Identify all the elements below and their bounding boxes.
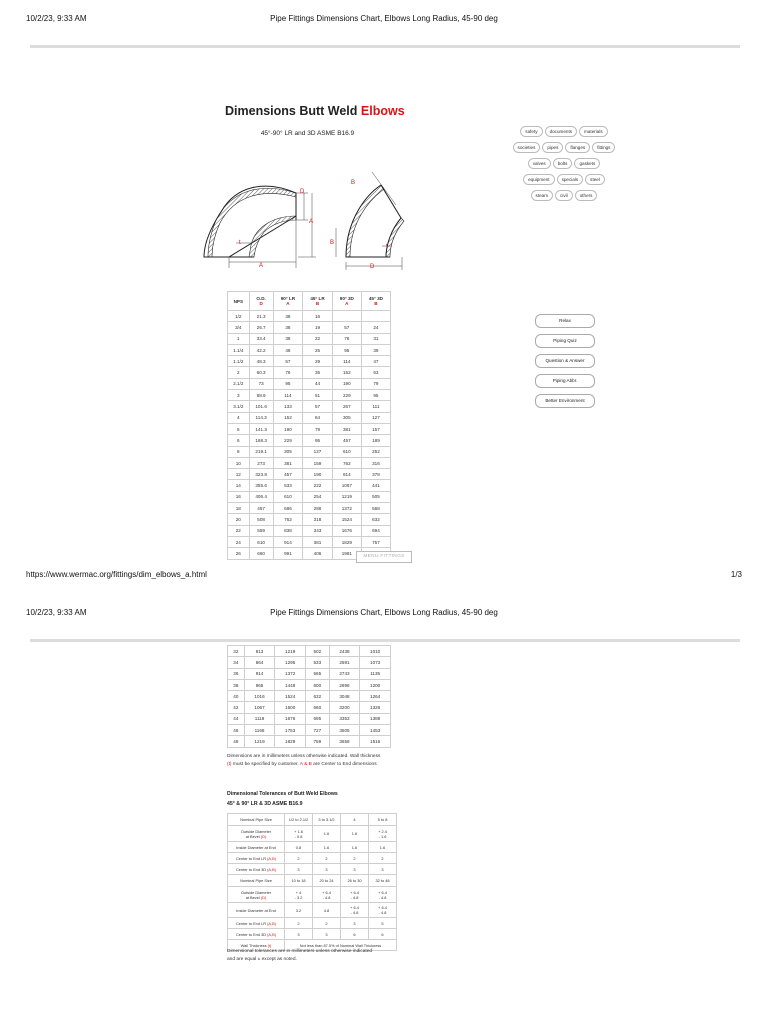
table-cell: 505 <box>361 491 390 502</box>
tag-materials[interactable]: materials <box>579 126 608 137</box>
table-row <box>228 691 391 702</box>
table-cell: 1168 <box>244 725 275 736</box>
table-cell: 33.4 <box>249 333 273 344</box>
table-cell: 133 <box>273 401 303 412</box>
table-cell: 1524 <box>332 514 361 525</box>
table-cell: 864 <box>244 657 275 668</box>
table-cell: 2438 <box>329 646 360 657</box>
table-row: Nominal Pipe Size 1/2 to 2.1/2 3 to 3.1/2 4 5 to 8 <box>228 814 397 826</box>
table-cell: 355.6 <box>249 480 273 491</box>
table-cell: 1389 <box>360 713 391 724</box>
table-cell: 229 <box>273 435 303 446</box>
label-b-side: B <box>330 240 335 246</box>
table-cell: 600 <box>305 679 329 690</box>
table-row: Wall Thickness (t) Not less than 87.5% of Nominal Wall Thickness <box>228 940 397 951</box>
table-cell: 762 <box>273 514 303 525</box>
print-title: Pipe Fittings Dimensions Chart, Elbows Long Radius, 45-90 deg <box>270 608 498 617</box>
table-cell: 686 <box>273 503 303 514</box>
table-cell: 318 <box>303 514 333 525</box>
table-cell: 1118 <box>244 713 275 724</box>
table-row <box>228 725 391 736</box>
table-cell: 381 <box>332 423 361 434</box>
table-cell: 38 <box>273 311 303 322</box>
table-cell: 378 <box>361 469 390 480</box>
table-row: Center to End LR (A,B) 2 2 2 2 <box>228 853 397 864</box>
table-cell: 3505 <box>329 725 360 736</box>
table-cell: 660 <box>249 548 273 559</box>
table-cell: 79 <box>303 423 333 434</box>
table-cell: 559 <box>249 525 273 536</box>
table-cell: 1372 <box>332 503 361 514</box>
print-url: https://www.wermac.org/fittings/dim_elbows_a.html <box>26 570 207 579</box>
tolerances-table <box>227 813 397 951</box>
table-cell: 190 <box>303 469 333 480</box>
table-row <box>228 503 391 514</box>
table-cell: 48 <box>228 736 245 747</box>
table-cell: 42.2 <box>249 344 273 355</box>
table-cell: 57 <box>332 322 361 333</box>
tag-flanges[interactable]: flanges <box>565 142 590 153</box>
table-cell: 152 <box>273 412 303 423</box>
table-cell: 1219 <box>244 736 275 747</box>
table-cell: 286 <box>303 503 333 514</box>
print-datetime: 10/2/23, 9:33 AM <box>26 608 87 617</box>
table-row <box>228 435 391 446</box>
elbow-45-drawing <box>330 172 404 270</box>
dimensions-table-continued <box>227 645 391 748</box>
table-cell: 502 <box>305 646 329 657</box>
table-cell: 2743 <box>329 668 360 679</box>
table-cell: 190 <box>273 423 303 434</box>
tolerances-title: Dimensional Tolerances of Butt Weld Elbows 45° & 90° LR & 3D ASME B16.9 <box>227 791 338 807</box>
table-cell: 1295 <box>275 657 306 668</box>
table-cell: 406 <box>303 548 333 559</box>
label-d-left: D <box>300 189 305 195</box>
table-cell: 838 <box>273 525 303 536</box>
table-cell: 48.3 <box>249 356 273 367</box>
table-cell: 219.1 <box>249 446 273 457</box>
table-cell: 35 <box>303 367 333 378</box>
table-cell: 14 <box>228 480 250 491</box>
table-cell: 114 <box>273 390 303 401</box>
table-cell: 24 <box>361 322 390 333</box>
table-cell: 1264 <box>360 691 391 702</box>
table-cell: 22 <box>228 525 250 536</box>
table-cell: 36 <box>228 668 245 679</box>
dimensions-table <box>227 291 391 560</box>
table-cell: 3 <box>228 390 250 401</box>
table-row <box>228 514 391 525</box>
table-cell: 95 <box>303 435 333 446</box>
table-cell: 914 <box>332 469 361 480</box>
table-cell: 2 <box>228 367 250 378</box>
table-cell: 114.3 <box>249 412 273 423</box>
table-cell: 316 <box>361 457 390 468</box>
table-cell: 157 <box>361 423 390 434</box>
better-environment-button[interactable]: Better Environment <box>535 394 595 408</box>
table-cell: 757 <box>361 536 390 547</box>
table-cell: 568 <box>361 503 390 514</box>
table-row <box>228 390 391 401</box>
table-cell: 39 <box>361 344 390 355</box>
table-row <box>228 646 391 657</box>
table-cell: 2591 <box>329 657 360 668</box>
table-cell <box>332 311 361 322</box>
label-d-bottom: D <box>370 264 375 270</box>
table-cell: 762 <box>332 457 361 468</box>
table-row <box>228 412 391 423</box>
tag-documents[interactable]: documents <box>545 126 577 137</box>
table-cell: 1073 <box>360 657 391 668</box>
tag-societies[interactable]: societies <box>513 142 541 153</box>
table-cell: 1016 <box>244 691 275 702</box>
table-cell: 533 <box>273 480 303 491</box>
table-cell: 457 <box>273 469 303 480</box>
table-cell: 42 <box>228 702 245 713</box>
table-cell: 76 <box>332 333 361 344</box>
table-cell: 26.7 <box>249 322 273 333</box>
table-cell: 508 <box>249 514 273 525</box>
side-button-list <box>535 314 595 414</box>
table-row <box>228 657 391 668</box>
table-row <box>228 423 391 434</box>
divider <box>30 639 740 642</box>
table-cell: 3/4 <box>228 322 250 333</box>
label-a-left: A <box>309 219 314 225</box>
tag-gaskets[interactable]: gaskets <box>574 158 600 169</box>
table-cell: 95 <box>273 378 303 389</box>
table-cell: 51 <box>303 390 333 401</box>
table-row <box>228 480 391 491</box>
table-cell: 6 <box>228 435 250 446</box>
table-cell: 1.1/2 <box>228 356 250 367</box>
relax-button[interactable]: Relax <box>535 314 595 328</box>
table-cell: 57 <box>273 356 303 367</box>
print-datetime: 10/2/23, 9:33 AM <box>26 14 87 23</box>
table-cell: 1676 <box>332 525 361 536</box>
table-cell: 1135 <box>360 668 391 679</box>
table-cell: 1067 <box>332 480 361 491</box>
table-cell: 88.9 <box>249 390 273 401</box>
table-cell: 47 <box>361 356 390 367</box>
header-90lr: 90° LR A <box>273 292 303 311</box>
table-row <box>228 401 391 412</box>
table-cell: 610 <box>273 491 303 502</box>
table-cell: 159 <box>303 457 333 468</box>
table-cell: 610 <box>249 536 273 547</box>
elbow-90-drawing <box>204 186 316 269</box>
header-nps: NPS <box>228 292 250 311</box>
table-cell: 965 <box>244 679 275 690</box>
table-cell: 1219 <box>275 646 306 657</box>
table-cell: 34 <box>228 657 245 668</box>
tag-steel[interactable]: steel <box>585 174 605 185</box>
table-row <box>228 469 391 480</box>
table-cell: 32 <box>228 646 245 657</box>
table-cell: 4 <box>228 412 250 423</box>
table-cell: 1326 <box>360 702 391 713</box>
table-cell: 3048 <box>329 691 360 702</box>
table-cell: 2.1/2 <box>228 378 250 389</box>
table-cell: 64 <box>303 412 333 423</box>
table-cell: 95 <box>361 390 390 401</box>
table-cell: 38 <box>273 333 303 344</box>
table-cell: 1829 <box>332 536 361 547</box>
table-row: Outside Diameter at Bevel (D) + 1.6 - 0.8 1.6 1.6 + 2.4 - 1.6 <box>228 826 397 842</box>
table-cell: 1/2 <box>228 311 250 322</box>
table-row <box>228 356 391 367</box>
header-od: O.D. D <box>249 292 273 311</box>
table-cell: 10 <box>228 457 250 468</box>
label-t-right: t <box>386 244 388 250</box>
divider <box>30 45 740 48</box>
table-cell: 305 <box>332 412 361 423</box>
table-cell: 441 <box>361 480 390 491</box>
table-cell: 565 <box>305 668 329 679</box>
page-number: 1/3 <box>730 570 742 579</box>
tag-pipes[interactable]: pipes <box>542 142 563 153</box>
table-row <box>228 446 391 457</box>
table-cell: 610 <box>332 446 361 457</box>
dimensions-note: Dimensions are in millimeters unless otherwise indicated. Wall thickness (t) must be specified by customer. A & B are Center to End dimensions <box>227 754 381 767</box>
table-cell: 533 <box>305 657 329 668</box>
table-cell: 79 <box>361 378 390 389</box>
table-cell: 1372 <box>275 668 306 679</box>
table-cell: 16 <box>303 311 333 322</box>
table-cell: 3200 <box>329 702 360 713</box>
table-cell: 1516 <box>360 736 391 747</box>
table-cell: 101.6 <box>249 401 273 412</box>
table-cell: 1.1/4 <box>228 344 250 355</box>
table-cell: 1200 <box>360 679 391 690</box>
table-row <box>228 457 391 468</box>
label-b-top: B <box>351 180 356 186</box>
table-cell: 12 <box>228 469 250 480</box>
header-45lr: 45° LR B <box>303 292 333 311</box>
table-cell: 44 <box>228 713 245 724</box>
table-row: Center to End 3D (A,B) 3 3 6 6 <box>228 929 397 940</box>
table-cell: 60.3 <box>249 367 273 378</box>
table-row <box>228 713 391 724</box>
table-cell: 252 <box>361 446 390 457</box>
table-cell: 1067 <box>244 702 275 713</box>
table-cell: 3658 <box>329 736 360 747</box>
piping-quiz-button[interactable]: Piping Quiz <box>535 334 595 348</box>
table-row <box>228 736 391 747</box>
table-cell: 63 <box>361 367 390 378</box>
table-cell: 40 <box>228 691 245 702</box>
question-answer-button[interactable]: Question & Answer <box>535 354 595 368</box>
table-cell: 2896 <box>329 679 360 690</box>
table-cell: 632 <box>361 514 390 525</box>
table-row: Inside Diameter at End 0.8 1.6 1.6 1.6 <box>228 842 397 853</box>
table-row: Nominal Pipe Size 10 to 18 20 to 24 26 to 30 32 to 48 <box>228 875 397 887</box>
tag-civil[interactable]: civil <box>555 190 573 201</box>
table-cell: 759 <box>305 736 329 747</box>
table-cell: 3.1/2 <box>228 401 250 412</box>
table-cell: 1981 <box>332 548 361 559</box>
header-903d: 90° 3D A <box>332 292 361 311</box>
table-cell: 21.3 <box>249 311 273 322</box>
table-cell: 44 <box>303 378 333 389</box>
table-cell: 76 <box>273 367 303 378</box>
table-cell: 381 <box>273 457 303 468</box>
table-cell: 190 <box>332 378 361 389</box>
table-cell: 727 <box>305 725 329 736</box>
table-cell: 29 <box>303 356 333 367</box>
table-cell: 141.3 <box>249 423 273 434</box>
table-cell: 1448 <box>275 679 306 690</box>
table-cell: 168.3 <box>249 435 273 446</box>
table-cell: 1 <box>228 333 250 344</box>
table-row <box>228 344 391 355</box>
table-row: Center to End 3D (A,B) 3 3 3 3 <box>228 864 397 875</box>
table-cell: 273 <box>249 457 273 468</box>
table-cell: 1753 <box>275 725 306 736</box>
table-cell: 3353 <box>329 713 360 724</box>
table-cell: 632 <box>305 691 329 702</box>
table-cell: 95 <box>332 344 361 355</box>
table-cell: 73 <box>249 378 273 389</box>
table-cell: 111 <box>361 401 390 412</box>
piping-abbr-button[interactable]: Piping Abbr. <box>535 374 595 388</box>
tag-bolts[interactable]: bolts <box>553 158 573 169</box>
category-tag-cloud <box>510 120 618 200</box>
table-cell: 16 <box>228 491 250 502</box>
table-cell: 18 <box>228 503 250 514</box>
table-cell: 381 <box>303 536 333 547</box>
table-row <box>228 491 391 502</box>
tag-fittings[interactable]: fittings <box>592 142 615 153</box>
table-cell: 660 <box>305 702 329 713</box>
table-cell: 8 <box>228 446 250 457</box>
table-header-row <box>228 292 391 311</box>
table-cell: 343 <box>303 525 333 536</box>
tolerances-note: Dimensional tolerances are in millimeters unless otherwise indicated and are equal ± except as noted. <box>227 949 373 962</box>
table-cell: 305 <box>273 446 303 457</box>
table-cell: 406.4 <box>249 491 273 502</box>
table-cell: 694 <box>361 525 390 536</box>
table-cell: 46 <box>228 725 245 736</box>
table-cell: 48 <box>273 344 303 355</box>
table-row <box>228 702 391 713</box>
table-row <box>228 333 391 344</box>
table-row <box>228 525 391 536</box>
tag-valves[interactable]: valves <box>528 158 551 169</box>
table-cell: 5 <box>228 423 250 434</box>
table-cell: 38 <box>273 322 303 333</box>
label-t-left: t <box>239 240 241 246</box>
table-cell: 26 <box>228 548 250 559</box>
table-row: Outside Diameter at Bevel (D) + 4 - 3.2 + 6.4 - 4.8 + 6.4 - 4.8 + 6.4 - 4.8 <box>228 887 397 903</box>
table-cell: 114 <box>332 356 361 367</box>
label-a-bottom: A <box>259 263 264 269</box>
header-453d: 45° 3D B <box>361 292 390 311</box>
print-title: Pipe Fittings Dimensions Chart, Elbows Long Radius, 45-90 deg <box>270 14 498 23</box>
table-cell: 991 <box>273 548 303 559</box>
table-cell: 1600 <box>275 702 306 713</box>
table-cell: 457 <box>249 503 273 514</box>
table-cell: 20 <box>228 514 250 525</box>
page-title: Dimensions Butt Weld Elbows <box>225 104 405 118</box>
tag-equipment[interactable]: equipment <box>523 174 554 185</box>
table-cell: 457 <box>332 435 361 446</box>
elbow-diagram <box>196 150 416 275</box>
tag-safety[interactable]: safety <box>520 126 542 137</box>
table-cell: 813 <box>244 646 275 657</box>
table-cell: 1524 <box>275 691 306 702</box>
table-row <box>228 367 391 378</box>
table-cell: 695 <box>305 713 329 724</box>
table-cell: 189 <box>361 435 390 446</box>
table-cell: 19 <box>303 322 333 333</box>
table-cell: 254 <box>303 491 333 502</box>
table-cell: 24 <box>228 536 250 547</box>
table-cell: 127 <box>361 412 390 423</box>
table-cell: 1219 <box>332 491 361 502</box>
table-cell: 31 <box>361 333 390 344</box>
table-cell: 1010 <box>360 646 391 657</box>
table-cell: 229 <box>332 390 361 401</box>
table-row <box>228 668 391 679</box>
table-cell: 127 <box>303 446 333 457</box>
tag-specials[interactable]: specials <box>557 174 584 185</box>
table-row <box>228 679 391 690</box>
menu-fittings-button[interactable]: MENU FITTINGS <box>356 551 412 563</box>
table-cell: 914 <box>273 536 303 547</box>
table-cell: 914 <box>244 668 275 679</box>
page-subtitle: 45°-90° LR and 3D ASME B16.9 <box>260 130 355 137</box>
table-cell: 1676 <box>275 713 306 724</box>
table-cell: 222 <box>303 480 333 491</box>
table-cell: 1453 <box>360 725 391 736</box>
table-row: Inside Diameter at End 3.2 4.8 + 6.4 - 4.8 + 6.4 - 4.8 <box>228 903 397 918</box>
tag-others[interactable]: others <box>575 190 598 201</box>
table-cell: 57 <box>303 401 333 412</box>
table-row <box>228 322 391 333</box>
table-row <box>228 378 391 389</box>
table-cell: 267 <box>332 401 361 412</box>
table-cell: 38 <box>228 679 245 690</box>
table-row <box>228 536 391 547</box>
table-cell: 152 <box>332 367 361 378</box>
table-cell: 22 <box>303 333 333 344</box>
table-cell: 323.8 <box>249 469 273 480</box>
tag-steam[interactable]: steam <box>531 190 554 201</box>
table-cell: 25 <box>303 344 333 355</box>
table-cell <box>361 311 390 322</box>
table-cell: 1829 <box>275 736 306 747</box>
table-row <box>228 311 391 322</box>
table-row: Center to End LR (A,B) 2 2 3 5 <box>228 918 397 929</box>
